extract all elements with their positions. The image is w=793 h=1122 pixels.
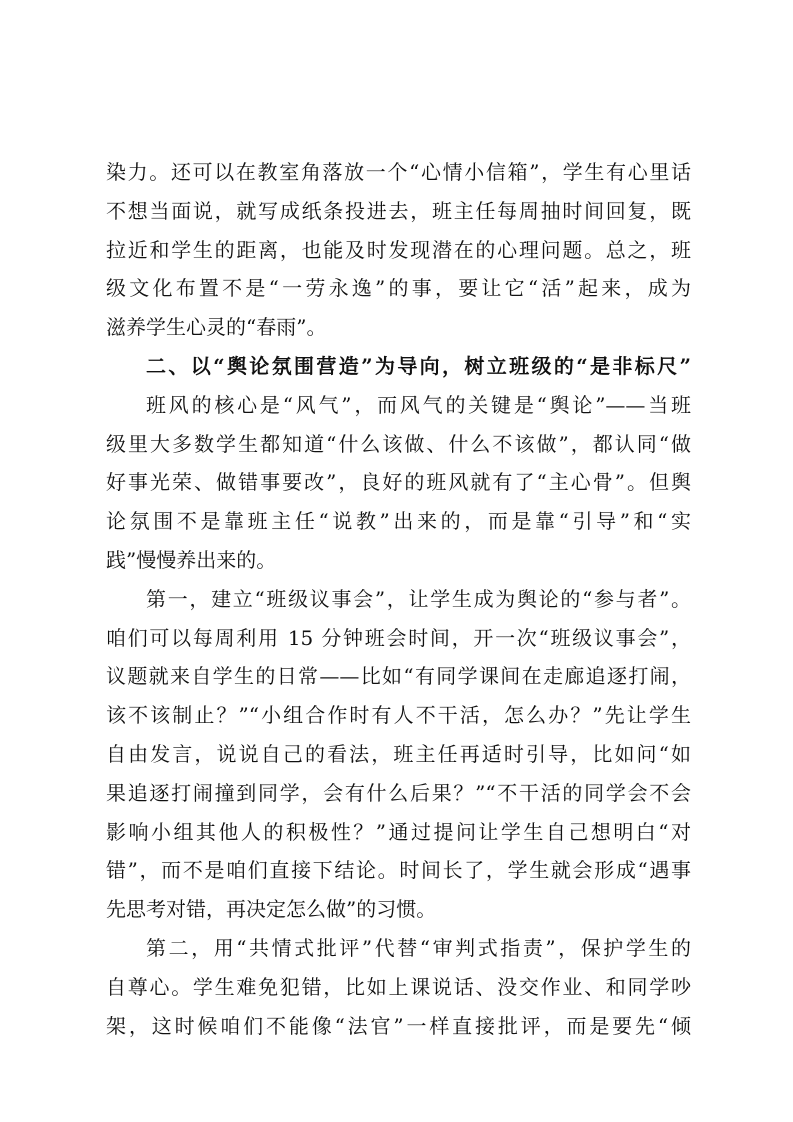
body-text-line: 拉近和学生的距离，也能及时发现潜在的心理问题。总之，班: [106, 237, 691, 262]
body-text-line: 级文化布置不是“一劳永逸”的事，要让它“活”起来，成为: [106, 276, 691, 301]
body-text-line: 架，这时候咱们不能像“法官”一样直接批评，而是要先“倾: [106, 1013, 691, 1038]
body-text-line: 不想当面说，就写成纸条投进去，班主任每周抽时间回复，既: [106, 198, 691, 223]
body-text-line: 践”慢慢养出来的。: [106, 547, 277, 572]
body-text-line: 班风的核心是“风气”，而风气的关键是“舆论”——当班: [146, 392, 691, 417]
body-text-line: 级里大多数学生都知道“什么该做、什么不该做”，都认同“做: [106, 431, 691, 456]
body-text-line: 第一，建立“班级议事会”，让学生成为舆论的“参与者”。: [146, 586, 691, 611]
body-text-line: 先思考对错，再决定怎么做”的习惯。: [106, 897, 437, 922]
body-text-line: 论氛围不是靠班主任“说教”出来的，而是靠“引导”和“实: [106, 509, 691, 534]
body-text-line: 错”，而不是咱们直接下结论。时间长了，学生就会形成“遇事: [106, 858, 691, 883]
body-text-line: 果追逐打闹撞到同学，会有什么后果？”“不干活的同学会不会: [106, 780, 691, 805]
body-text-line: 议题就来自学生的日常——比如“有同学课间在走廊追逐打闹，: [106, 664, 691, 689]
body-text-line: 该不该制止？”“小组合作时有人不干活，怎么办？”先让学生: [106, 703, 691, 728]
body-text-line: 自尊心。学生难免犯错，比如上课说话、没交作业、和同学吵: [106, 974, 691, 999]
body-text-line: 第二，用“共情式批评”代替“审判式指责”，保护学生的: [146, 935, 691, 960]
body-text-line: 咱们可以每周利用 15 分钟班会时间，开一次“班级议事会”，: [106, 625, 691, 650]
body-text-line: 自由发言，说说自己的看法，班主任再适时引导，比如问“如: [106, 741, 691, 766]
document-page: [106, 153, 691, 1045]
body-text-line: 滋养学生心灵的“春雨”。: [106, 315, 327, 340]
section-heading: 二、以“舆论氛围营造”为导向，树立班级的“是非标尺”: [146, 353, 691, 378]
body-text-line: 染力。还可以在教室角落放一个“心情小信箱”，学生有心里话: [106, 160, 691, 184]
body-text-line: 影响小组其他人的积极性？”通过提问让学生自己想明白“对: [106, 819, 691, 844]
body-text-line: 好事光荣、做错事要改”，良好的班风就有了“主心骨”。但舆: [106, 470, 691, 495]
